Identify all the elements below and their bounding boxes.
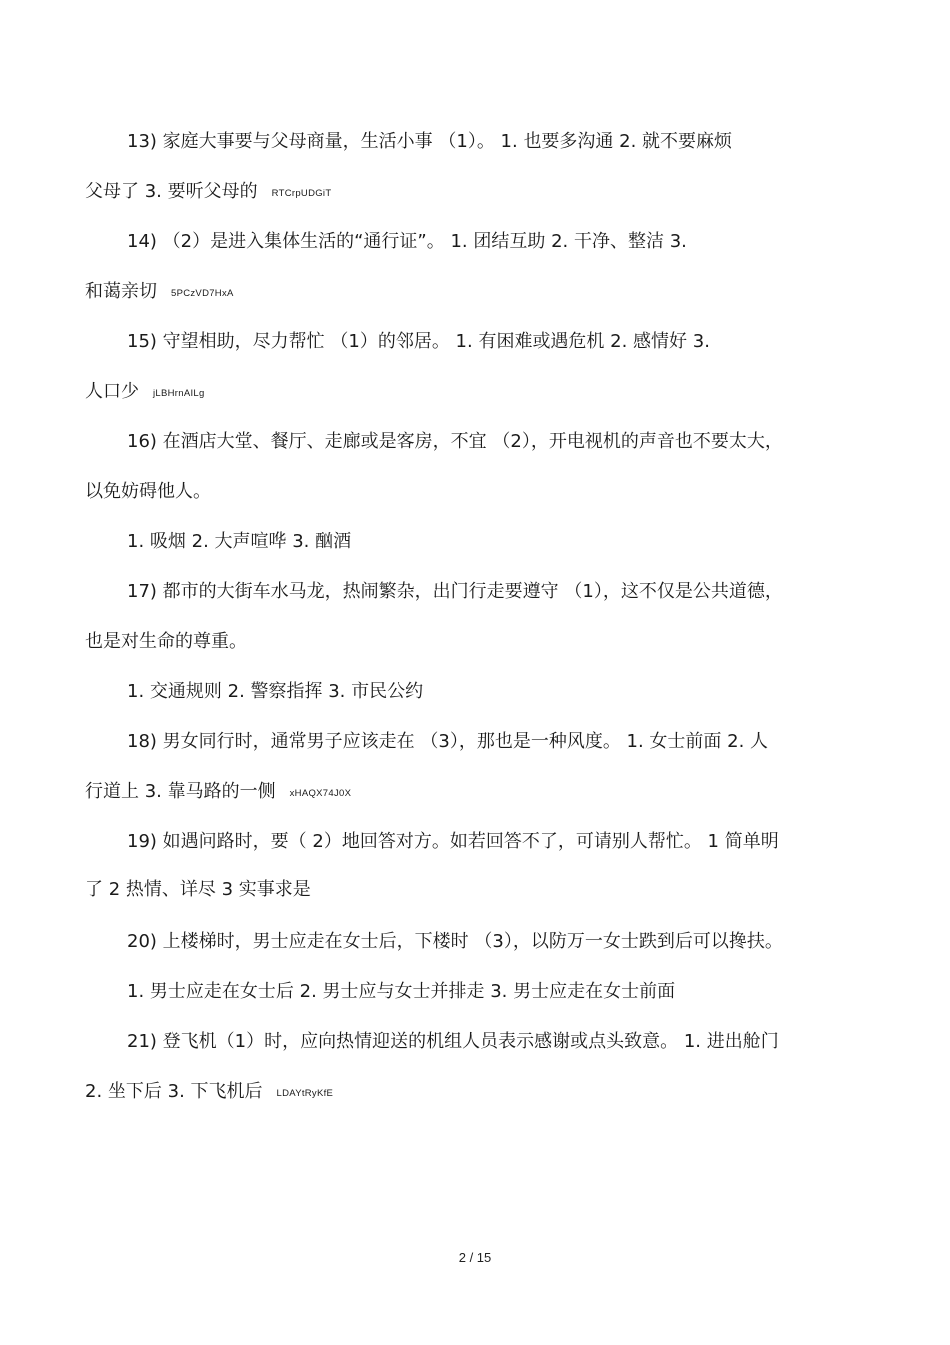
question-17-options: 1. 交通规则 2. 警察指挥 3. 市民公约	[127, 681, 424, 702]
question-13-line-1: 13) 家庭大事要与父母商量，生活小事 （1）。 1. 也要多沟通 2. 就不要麻烦	[127, 131, 733, 152]
question-20-options: 1. 男士应走在女士后 2. 男士应与女士并排走 3. 男士应走在女士前面	[127, 981, 676, 1002]
watermark-code: jLBHrnAILg	[153, 388, 205, 399]
question-16-options: 1. 吸烟 2. 大声喧哗 3. 酗酒	[127, 531, 352, 552]
question-21-line-2: 2. 坐下后 3. 下飞机后 LDAYtRyKfE	[85, 1081, 334, 1102]
question-15-line-2: 人口少 jLBHrnAILg	[85, 381, 205, 402]
question-15-line-1: 15) 守望相助，尽力帮忙 （1）的邻居。 1. 有困难或遇危机 2. 感情好 3.	[127, 331, 710, 352]
question-16-line-1: 16) 在酒店大堂、餐厅、走廊或是客房，不宜 （2），开电视机的声音也不要太大，	[127, 431, 783, 452]
question-19-line-1: 19) 如遇问路时，要（ 2）地回答对方。如若回答不了，可请别人帮忙。 1 简单明	[127, 831, 779, 852]
question-14-line-2: 和蔼亲切 5PCzVD7HxA	[85, 281, 234, 302]
question-13-line-2: 父母了 3. 要听父母的 RTCrpUDGiT	[85, 181, 332, 202]
question-18-line-1: 18) 男女同行时，通常男子应该走在 （3），那也是一种风度。 1. 女士前面 2. 人	[127, 731, 769, 752]
watermark-code: xHAQX74J0X	[289, 788, 352, 799]
watermark-code: LDAYtRyKfE	[276, 1088, 334, 1099]
watermark-code: 5PCzVD7HxA	[171, 288, 234, 299]
question-19-line-2: 了 2 热情、详尽 3 实事求是	[85, 879, 311, 900]
question-21-line-1: 21) 登飞机（1）时，应向热情迎送的机组人员表示感谢或点头致意。 1. 进出舱门	[127, 1031, 779, 1052]
question-14-line-1: 14) （2）是进入集体生活的“通行证”。 1. 团结互助 2. 干净、整洁 3.	[127, 231, 687, 252]
watermark-code: RTCrpUDGiT	[271, 188, 332, 199]
question-16-line-2: 以免妨碍他人。	[85, 481, 211, 502]
question-20-line-1: 20) 上楼梯时，男士应走在女士后，下楼时 （3），以防万一女士跌到后可以搀扶。	[127, 931, 783, 952]
page-number: 2 / 15	[458, 1250, 492, 1265]
question-18-line-2: 行道上 3. 靠马路的一侧 xHAQX74J0X	[85, 781, 352, 802]
question-17-line-1: 17) 都市的大街车水马龙，热闹繁杂，出门行走要遵守 （1），这不仅是公共道德，	[127, 581, 783, 602]
question-17-line-2: 也是对生命的尊重。	[85, 631, 247, 652]
